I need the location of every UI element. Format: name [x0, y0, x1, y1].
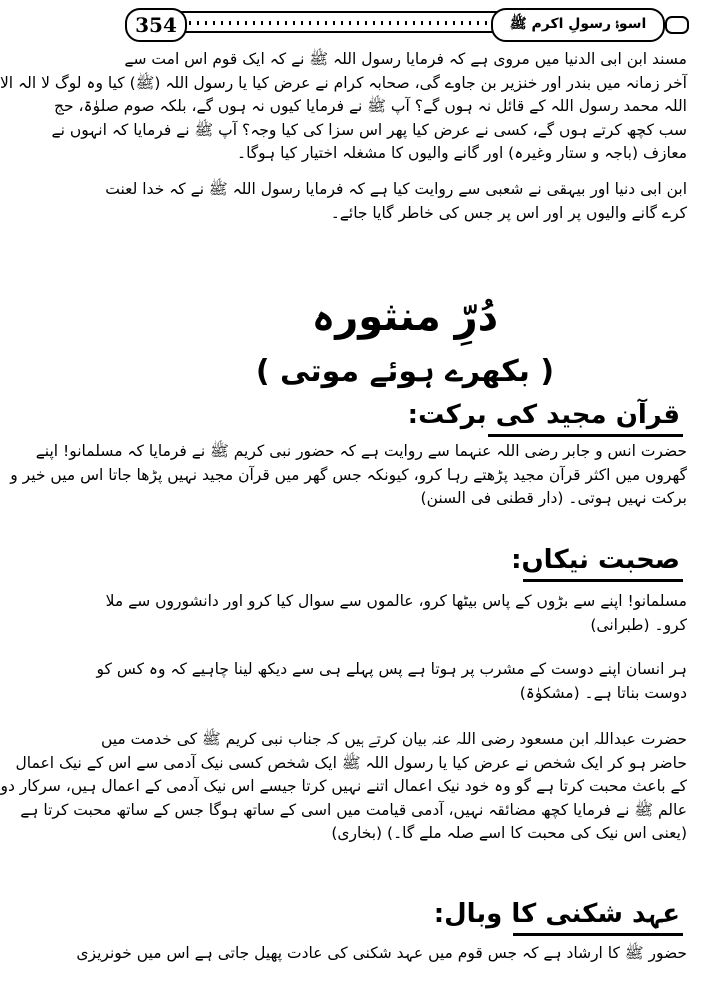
section-paragraph: حضور ﷺ کا ارشاد ہے کہ جس قوم میں عہد شکنی کی عادت پھیل جاتی ہے اس میں خونریزی	[76, 944, 687, 962]
sub-title: ( بکھرے ہوئے موتی )	[255, 354, 555, 389]
section-paragraph: مسلمانو! اپنے سے بڑوں کے پاس بیٹھا کرو، عالموں سے سوال کیا کرو اور دانشوروں سے ملا کرو۔ (طبرانی)	[105, 592, 687, 634]
hadith-paragraph: ابن ابی دنیا اور بیہقی نے شعبی سے روایت کیا ہے کہ فرمایا رسول اللہ ﷺ نے کہ خدا لعنت کرے گانے والیوں پر اور اس پر جس کی خاطر گایا جائے۔	[105, 180, 687, 222]
header-corner-ornament	[665, 16, 689, 34]
section-paragraph: ہر انسان اپنے دوست کے مشرب پر ہوتا ہے پس پہلے ہی سے دیکھ لینا چاہیے کہ وہ کس کو دوست بناتا ہے۔ (مشکوٰۃ)	[96, 660, 687, 702]
section-underline	[523, 579, 683, 582]
section-paragraph: حضرت عبداللہ ابن مسعود رضی اللہ عنہ بیان کرتے ہیں کہ جناب نبی کریم ﷺ کی خدمت میں حاضر ہو کر ایک شخص نے عرض کیا یا رسول اللہ ﷺ ایک شخص کسی نیک آدمی سے اس کے نیک اعمال کے باعث محبت کرتا ہے گو وہ خود نیک اعمال اتنے نہیں کرتا جیسے اس نیک آدمی کے اعمال ہیں، سرکار دو عالم ﷺ نے فرمایا کچھ مضائقہ نہیں، آدمی قیامت میں اسی کے ساتھ ہوگا جس کے ساتھ محبت کرتا ہے (یعنی اس نیک کی محبت کا اسے صلہ ملے گا۔) (بخاری)	[0, 730, 687, 842]
section-title: عہد شکنی کا وبال:	[433, 899, 680, 929]
page-header	[115, 6, 695, 42]
section-underline	[513, 933, 683, 936]
page-number: 354	[125, 8, 187, 42]
main-title: دُرِّ منثورہ	[311, 294, 499, 340]
book-title: اسوۂ رسولِ اکرم ﷺ	[491, 8, 665, 42]
section-paragraph: حضرت انس و جابر رضی اللہ عنہما سے روایت ہے کہ حضور نبی کریم ﷺ نے فرمایا کہ مسلمانو! اپنے گھروں میں اکثر قرآن مجید پڑھتے رہا کرو، کیونکہ جس گھر میں قرآن مجید نہیں پڑھا جاتا اس میں خیر و برکت نہیں ہوتی۔ (دار قطنی فی السنن)	[10, 442, 687, 507]
section-title: قرآن مجید کی برکت:	[407, 400, 680, 430]
header-ornament	[181, 11, 497, 33]
hadith-paragraph: مسند ابن ابی الدنیا میں مروی ہے کہ فرمایا رسول اللہ ﷺ نے کہ ایک قوم اس امت سے آخر زمانہ میں بندر اور خنزیر بن جاوے گی، صحابہ کرام نے عرض کیا یا رسول اللہ (ﷺ) کیا وہ لوگ لا الہ الا اللہ محمد رسول اللہ کے قائل نہ ہوں گے؟ آپ ﷺ نے فرمایا کیوں نہ ہوں گے، بلکہ صوم صلوٰۃ، حج سب کچھ کرتے ہوں گے، کسی نے عرض کیا پھر اس سزا کی کیا وجہ؟ آپ ﷺ نے فرمایا کہ انہوں نے معازف (باجہ و ستار وغیرہ) اور گانے والیوں کا مشغلہ اختیار کیا ہوگا۔	[0, 50, 687, 162]
section-title: صحبت نیکاں:	[511, 545, 680, 575]
section-underline	[488, 434, 683, 437]
